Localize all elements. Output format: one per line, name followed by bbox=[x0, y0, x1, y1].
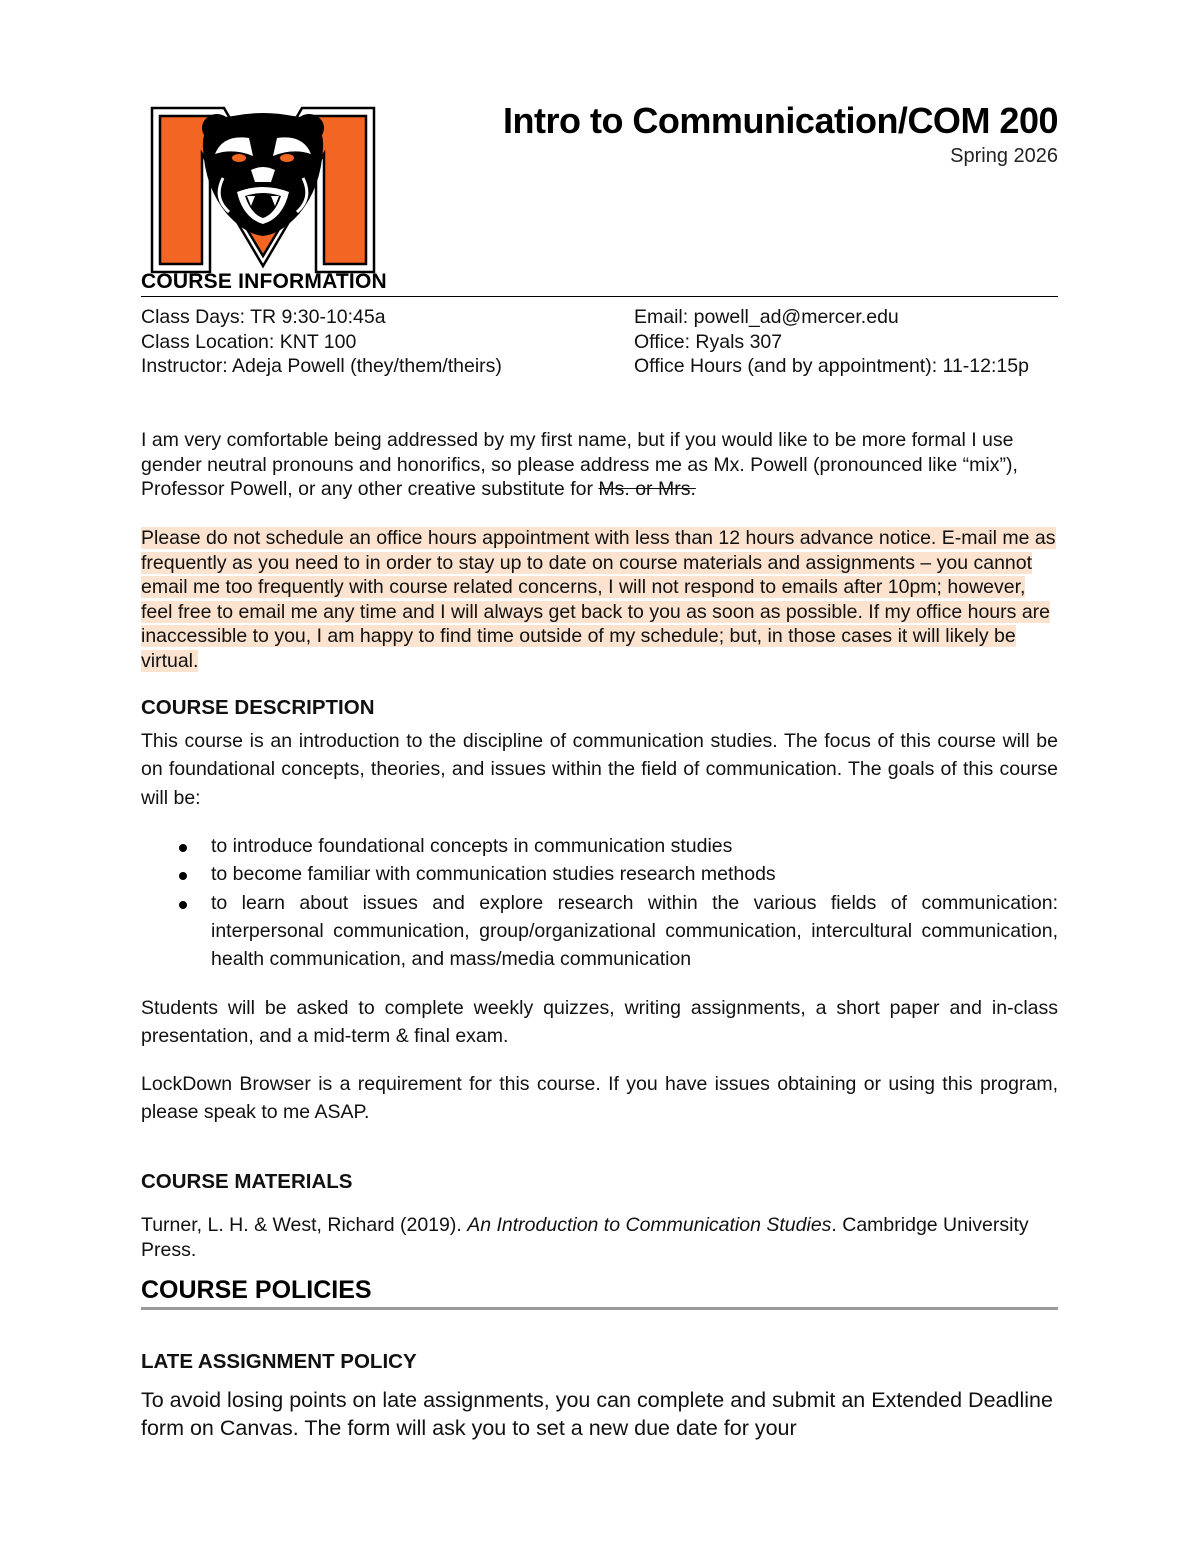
course-description-heading: COURSE DESCRIPTION bbox=[141, 696, 375, 719]
office: Office: Ryals 307 bbox=[634, 330, 783, 353]
class-days: Class Days: TR 9:30-10:45a bbox=[141, 306, 386, 328]
late-assignment-policy-text: To avoid losing points on late assignments, you can complete and submit an Extended Deadline form on Canvas. The form will ask you to set a new due date for your bbox=[141, 1388, 1053, 1440]
course-materials-heading: COURSE MATERIALS bbox=[141, 1170, 353, 1193]
lockdown-browser-note: LockDown Browser is a requirement for this course. If you have issues obtaining or using this program, please speak to me ASAP. bbox=[141, 1073, 1058, 1124]
mercer-bear-m-logo bbox=[150, 106, 376, 274]
highlighted-notice-text: Please do not schedule an office hours appointment with less than 12 hours advance notice. E-mail me as frequently as you need to in order to stay up to date on course materials and assignments – you cannot email me too frequently with course related concerns, I will not respond to emails after 10pm; however, feel free to email me any time and I will always get back to you as soon as possible. If my office hours are inaccessible to you, I am happy to find time outside of my schedule; but, in those cases it will likely be virtual. bbox=[141, 527, 1056, 672]
textbook-citation: Turner, L. H. & West, Richard (2019). An Introduction to Communication Studies. Cambridge University Press. bbox=[141, 1214, 1029, 1261]
course-info-left-column bbox=[141, 305, 611, 379]
course-goals-list bbox=[141, 832, 1058, 973]
assessment-summary: Students will be asked to complete weekly quizzes, writing assignments, a short paper and in-class presentation, and a mid-term & final exam. bbox=[141, 997, 1058, 1048]
document-title: Intro to Communication/COM 200 bbox=[502, 100, 1058, 141]
struck-honorifics: Ms. or Mrs. bbox=[598, 478, 696, 500]
office-hours: Office Hours (and by appointment): 11-12:15p bbox=[634, 355, 1029, 377]
bullet-icon bbox=[179, 901, 187, 909]
office-hours-notice bbox=[141, 526, 1059, 673]
book-title: An Introduction to Communication Studies bbox=[467, 1214, 832, 1236]
list-item: to learn about issues and explore research within the various fields of communication: interpersonal communication, group/organizational communication, intercultural communication, health communication, and mass/media communication bbox=[141, 889, 1058, 974]
class-location: Class Location: KNT 100 bbox=[141, 330, 357, 353]
term-label: Spring 2026 bbox=[950, 145, 1058, 167]
list-item: to introduce foundational concepts in communication studies bbox=[141, 832, 1058, 860]
late-assignment-policy-heading: LATE ASSIGNMENT POLICY bbox=[141, 1350, 417, 1373]
course-info-right-column bbox=[634, 305, 1058, 379]
bear-m-icon bbox=[150, 106, 376, 274]
course-description-intro: This course is an introduction to the discipline of communication studies. The focus of this course will be on foundational concepts, theories, and issues within the field of communication. The goals of this course will be: bbox=[141, 730, 1058, 809]
bullet-icon bbox=[179, 844, 187, 852]
bullet-icon bbox=[179, 872, 187, 880]
list-item: to become familiar with communication studies research methods bbox=[141, 860, 1058, 888]
pronoun-note bbox=[141, 428, 1059, 502]
course-policies-heading: COURSE POLICIES bbox=[141, 1275, 1058, 1310]
email: Email: powell_ad@mercer.edu bbox=[634, 306, 899, 328]
pronoun-note-text: I am very comfortable being addressed by my first name, but if you would like to be more formal I use gender neutral pronouns and honorifics, so please address me as Mx. Powell (pronounced like “mix”), Professor Powell, or any other creative substitute for bbox=[141, 429, 1018, 500]
instructor: Instructor: Adeja Powell (they/them/theirs) bbox=[141, 355, 502, 377]
course-information-heading: COURSE INFORMATION bbox=[141, 269, 1058, 297]
